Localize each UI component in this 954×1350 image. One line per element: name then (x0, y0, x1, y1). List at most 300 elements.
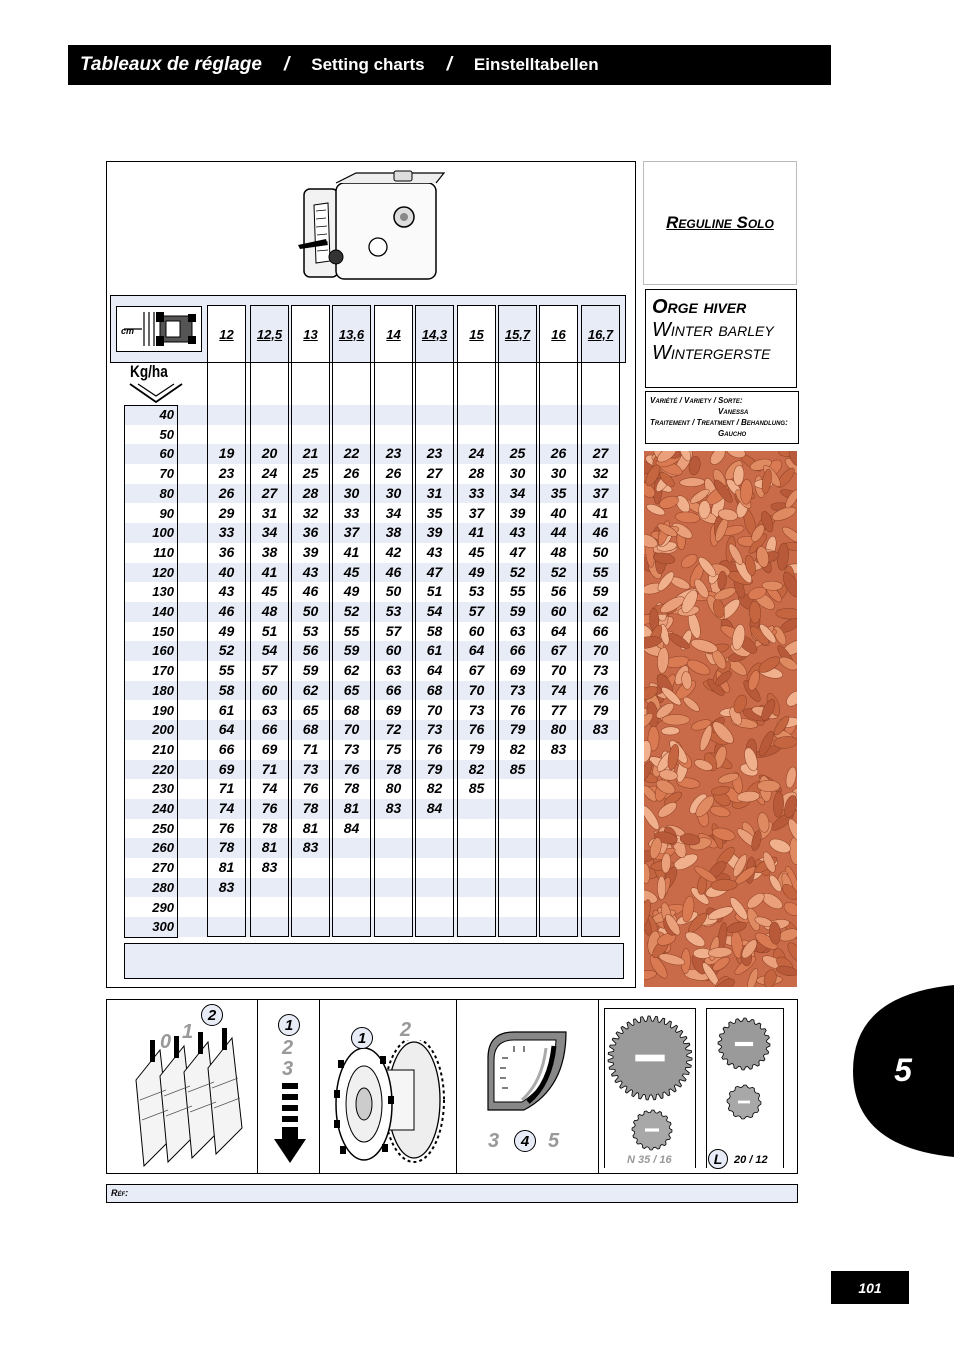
grain (784, 766, 797, 789)
table-cell: 78 (343, 780, 360, 797)
rate-value: 50 (159, 426, 174, 442)
table-cell: 60 (261, 681, 278, 698)
table-cell: 55 (218, 662, 235, 679)
grain (707, 451, 728, 467)
machine-name-panel (643, 161, 797, 285)
grain (709, 804, 731, 818)
rate-value: 180 (152, 682, 174, 698)
gear-position-3: 3 (282, 1058, 294, 1080)
dial-position-5: 5 (548, 1130, 560, 1152)
table-cell: 36 (218, 543, 235, 560)
table-cell: 71 (261, 760, 278, 777)
table-cell: 25 (509, 445, 526, 462)
column-header-divider (250, 362, 289, 363)
table-cell: 76 (592, 681, 609, 698)
table-cell: 71 (218, 780, 235, 797)
table-cell: 83 (302, 839, 319, 856)
table-cell: 23 (385, 445, 402, 462)
column-header: 12 (207, 305, 246, 362)
table-cell: 63 (385, 662, 402, 679)
column-header: 13,6 (332, 305, 371, 362)
rate-value: 100 (152, 525, 174, 541)
table-cell: 81 (218, 859, 235, 876)
rate-value: 190 (152, 702, 174, 718)
table-cell: 78 (385, 760, 402, 777)
column-header-divider (332, 362, 371, 363)
table-cell: 64 (468, 642, 485, 659)
table-cell: 76 (509, 701, 526, 718)
table-cell: 61 (218, 701, 235, 718)
grain (683, 929, 707, 949)
table-cell: 83 (218, 878, 235, 895)
table-cell: 34 (509, 484, 526, 501)
rate-value: 240 (152, 801, 174, 816)
table-cell: 84 (426, 800, 443, 816)
grain (761, 468, 773, 494)
table-cell: 28 (468, 465, 485, 482)
table-cell: 55 (592, 563, 609, 580)
table-cell: 63 (261, 701, 278, 718)
table-cell: 58 (426, 622, 443, 639)
table-cell: 37 (468, 504, 485, 521)
adjustment-dial-illustration (484, 1028, 568, 1112)
variety-value: Vanessa (718, 407, 749, 416)
table-cell: 47 (426, 563, 443, 580)
grain (657, 876, 665, 900)
wheel-position-selected: 1 (351, 1027, 373, 1049)
table-cell: 78 (302, 800, 319, 816)
table-cell: 50 (385, 583, 402, 600)
dial-position-selected: 4 (514, 1130, 536, 1152)
grain (776, 608, 797, 620)
barley-grains-photo (644, 451, 797, 987)
table-cell: 29 (218, 504, 235, 521)
table-cell: 70 (592, 642, 609, 659)
table-cell: 32 (592, 465, 609, 482)
rate-value: 70 (159, 466, 174, 482)
table-cell: 52 (218, 642, 235, 659)
table-cell: 47 (509, 543, 526, 560)
title-en: Setting charts (311, 55, 425, 74)
table-cell: 76 (426, 740, 443, 757)
table-cell: 79 (426, 760, 443, 777)
table-cell: 46 (218, 603, 235, 619)
table-cell: 83 (592, 721, 609, 738)
table-cell: 59 (509, 603, 526, 619)
rate-value: 140 (152, 604, 174, 619)
down-arrow-icon (128, 382, 184, 404)
treatment-label: Traitement / Treatment / Behandlung: (650, 418, 788, 427)
table-cell: 54 (261, 642, 278, 659)
table-cell: 23 (218, 465, 235, 482)
table-cell: 32 (302, 504, 319, 521)
table-cell: 83 (261, 859, 278, 876)
table-cell: 35 (426, 504, 443, 521)
table-cell: 43 (426, 543, 443, 560)
table-cell: 34 (385, 504, 402, 521)
table-cell: 60 (550, 603, 567, 619)
table-cell: 82 (468, 760, 485, 777)
table-cell: 31 (426, 484, 443, 501)
column-header: 14,3 (415, 305, 454, 362)
table-cell: 46 (385, 563, 402, 580)
table-cell: 64 (218, 721, 235, 738)
table-cell: 24 (468, 445, 485, 462)
column-header-divider (374, 362, 413, 363)
grain (789, 837, 797, 865)
table-cell: 50 (592, 543, 609, 560)
rate-value: 90 (159, 505, 174, 521)
column-header-divider (581, 362, 620, 363)
table-cell: 70 (550, 662, 567, 679)
table-cell: 30 (550, 465, 567, 482)
table-cell: 41 (343, 543, 360, 560)
table-cell: 35 (550, 484, 567, 501)
table-cell: 52 (343, 603, 360, 619)
table-cell: 62 (592, 603, 609, 619)
drive-wheel-illustration (328, 1040, 452, 1168)
table-cell: 81 (302, 819, 319, 836)
table-cell: 66 (261, 721, 278, 738)
grain (680, 477, 705, 487)
table-cell: 39 (426, 524, 443, 541)
rate-value: 260 (152, 840, 174, 856)
table-cell: 73 (343, 740, 360, 757)
table-cell: 85 (468, 780, 485, 797)
column-header-divider (498, 362, 537, 363)
grain (762, 968, 778, 987)
table-cell: 27 (426, 465, 443, 482)
grain (768, 836, 793, 855)
crop-fr: Orge hiver (652, 296, 747, 318)
column-header: 13 (291, 305, 330, 362)
column-header-divider (415, 362, 454, 363)
table-cell: 70 (343, 721, 360, 738)
table-cell: 26 (343, 465, 360, 482)
reference-bar (106, 1184, 798, 1203)
rate-value: 40 (159, 407, 174, 422)
column-header-divider (207, 362, 246, 363)
table-cell: 33 (468, 484, 485, 501)
table-cell: 39 (302, 543, 319, 560)
grain (782, 900, 797, 919)
row-spacing-icon (116, 306, 202, 352)
table-cell: 59 (343, 642, 360, 659)
table-cell: 66 (592, 622, 609, 639)
column-header-divider (539, 362, 578, 363)
table-cell: 50 (302, 603, 319, 619)
table-cell: 70 (426, 701, 443, 718)
rate-value: 290 (152, 899, 174, 915)
table-cell: 41 (261, 563, 278, 580)
rate-value: 150 (152, 623, 174, 639)
table-cell: 81 (261, 839, 278, 856)
table-cell: 55 (343, 622, 360, 639)
table-cell: 20 (261, 445, 278, 462)
rate-value: 200 (152, 722, 174, 738)
rate-value: 270 (152, 860, 174, 876)
table-cell: 42 (385, 543, 402, 560)
table-cell: 75 (385, 740, 402, 757)
rate-value: 110 (153, 544, 174, 560)
table-cell: 69 (509, 662, 526, 679)
table-cell: 85 (509, 760, 526, 777)
rate-value: 60 (159, 446, 174, 462)
grain (662, 715, 689, 726)
grain (644, 863, 650, 883)
table-cell: 76 (261, 800, 278, 816)
rate-value: 170 (152, 663, 174, 679)
cm-label: cm (121, 326, 135, 336)
table-cell: 68 (426, 681, 443, 698)
table-cell: 22 (343, 445, 360, 462)
table-cell: 82 (426, 780, 443, 797)
rate-value: 210 (152, 741, 174, 757)
table-cell: 65 (343, 681, 360, 698)
table-cell: 67 (468, 662, 485, 679)
lever-position-0: 0 (160, 1031, 172, 1053)
table-cell: 70 (468, 681, 485, 698)
table-cell: 79 (468, 740, 485, 757)
grain (759, 890, 785, 912)
table-cell: 57 (468, 603, 485, 619)
table-footer-bar (124, 943, 624, 979)
column-header: 15 (457, 305, 496, 362)
table-cell: 52 (550, 563, 567, 580)
table-cell: 19 (218, 445, 235, 462)
table-cell: 80 (550, 721, 567, 738)
gear-position-2: 2 (282, 1037, 294, 1059)
table-cell: 59 (592, 583, 609, 600)
machine-name: Reguline Solo (666, 213, 774, 232)
table-cell: 49 (343, 583, 360, 600)
table-cell: 49 (218, 622, 235, 639)
rate-value: 120 (152, 564, 174, 580)
rate-value: 230 (152, 781, 174, 797)
table-cell: 23 (426, 445, 443, 462)
table-cell: 46 (302, 583, 319, 600)
grain (757, 780, 780, 792)
table-cell: 31 (261, 504, 278, 521)
table-cell: 53 (468, 583, 485, 600)
down-arrow-icon (272, 1083, 308, 1165)
table-cell: 68 (343, 701, 360, 718)
table-cell: 82 (509, 740, 526, 757)
table-cell: 40 (218, 563, 235, 580)
table-cell: 54 (426, 603, 443, 619)
table-cell: 52 (509, 563, 526, 580)
table-cell: 36 (302, 524, 319, 541)
title-separator-2: / (446, 54, 452, 75)
table-cell: 64 (426, 662, 443, 679)
table-cell: 34 (261, 524, 278, 541)
lever-position-1: 1 (182, 1021, 194, 1043)
column-header: 15,7 (498, 305, 537, 362)
table-cell: 30 (385, 484, 402, 501)
table-cell: 84 (343, 819, 360, 836)
gear-position-selected: 1 (278, 1014, 300, 1036)
table-cell: 63 (509, 622, 526, 639)
table-cell: 26 (385, 465, 402, 482)
table-cell: 74 (218, 800, 235, 816)
table-cell: 69 (261, 740, 278, 757)
grain (784, 688, 797, 709)
table-cell: 53 (302, 622, 319, 639)
reference-label: Réf: (111, 1188, 129, 1198)
table-cell: 21 (302, 445, 319, 462)
table-cell: 66 (385, 681, 402, 698)
table-cell: 45 (468, 543, 485, 560)
table-cell: 25 (302, 465, 319, 482)
table-cell: 37 (592, 484, 609, 501)
strip-divider (257, 999, 258, 1174)
table-cell: 30 (343, 484, 360, 501)
table-cell: 38 (261, 543, 278, 560)
table-cell: 45 (261, 583, 278, 600)
table-cell: 62 (343, 662, 360, 679)
table-cell: 69 (218, 760, 235, 777)
table-cell: 58 (218, 681, 235, 698)
table-cell: 78 (218, 839, 235, 856)
table-cell: 48 (261, 603, 278, 619)
table-cell: 57 (385, 622, 402, 639)
table-cell: 49 (468, 563, 485, 580)
table-cell: 66 (509, 642, 526, 659)
unit-label: Kg/ha (130, 362, 168, 381)
table-cell: 56 (302, 642, 319, 659)
table-cell: 61 (426, 642, 443, 659)
table-cell: 71 (302, 740, 319, 757)
wheel-position-2: 2 (400, 1019, 412, 1041)
table-cell: 69 (385, 701, 402, 718)
title-fr: Tableaux de réglage (80, 54, 262, 75)
table-cell: 33 (218, 524, 235, 541)
table-cell: 45 (343, 563, 360, 580)
table-cell: 76 (343, 760, 360, 777)
table-cell: 41 (592, 504, 609, 521)
table-cell: 53 (385, 603, 402, 619)
table-cell: 33 (343, 504, 360, 521)
table-cell: 37 (343, 524, 360, 541)
table-cell: 73 (426, 721, 443, 738)
table-cell: 40 (550, 504, 567, 521)
table-cell: 60 (468, 622, 485, 639)
table-cell: 39 (509, 504, 526, 521)
table-cell: 55 (509, 583, 526, 600)
table-cell: 68 (302, 721, 319, 738)
strip-divider (598, 999, 599, 1174)
table-cell: 64 (550, 622, 567, 639)
page-number: 101 (831, 1271, 909, 1304)
table-cell: 79 (592, 701, 609, 718)
table-cell: 79 (509, 721, 526, 738)
gear-l-illustration (708, 1012, 782, 1138)
table-cell: 76 (218, 819, 235, 836)
table-cell: 62 (302, 681, 319, 698)
rate-value: 280 (152, 879, 174, 895)
table-cell: 41 (468, 524, 485, 541)
table-cell: 73 (302, 760, 319, 777)
seed-metering-unit-illustration (296, 169, 446, 287)
table-cell: 56 (550, 583, 567, 600)
strip-divider (456, 999, 457, 1174)
table-cell: 24 (261, 465, 278, 482)
table-cell: 26 (218, 484, 235, 501)
dial-position-3: 3 (488, 1130, 500, 1152)
rate-value: 220 (152, 761, 174, 777)
table-cell: 48 (550, 543, 567, 560)
crop-de: Wintergerste (652, 342, 771, 364)
grain (661, 726, 680, 735)
column-header: 16,7 (581, 305, 620, 362)
table-cell: 60 (385, 642, 402, 659)
treatment-value: Gaucho (718, 429, 747, 438)
table-cell: 74 (550, 681, 567, 698)
column-header: 12,5 (250, 305, 289, 362)
rate-value: 250 (152, 820, 174, 836)
table-cell: 44 (550, 524, 567, 541)
table-cell: 28 (302, 484, 319, 501)
table-cell: 46 (592, 524, 609, 541)
grain (675, 511, 700, 524)
rate-value: 80 (159, 485, 174, 501)
grain (745, 967, 760, 987)
grain (773, 791, 785, 817)
column-header-divider (291, 362, 330, 363)
column-header: 16 (539, 305, 578, 362)
page-header (68, 45, 831, 85)
gear-n-label: N 35 / 16 (627, 1154, 672, 1166)
table-cell: 38 (385, 524, 402, 541)
column-header: 14 (374, 305, 413, 362)
table-cell: 65 (302, 701, 319, 718)
table-cell: 67 (550, 642, 567, 659)
strip-divider (319, 999, 320, 1174)
table-cell: 73 (509, 681, 526, 698)
table-cell: 26 (550, 445, 567, 462)
table-cell: 83 (550, 740, 567, 757)
table-cell: 43 (218, 583, 235, 600)
table-cell: 72 (385, 721, 402, 738)
table-cell: 43 (509, 524, 526, 541)
gear-l-letter: L (708, 1149, 728, 1169)
column-header-divider (457, 362, 496, 363)
table-cell: 76 (468, 721, 485, 738)
variety-panel (645, 391, 799, 444)
table-cell: 73 (592, 662, 609, 679)
rate-value: 300 (152, 919, 174, 935)
rate-value: 160 (152, 643, 174, 659)
table-cell: 78 (261, 819, 278, 836)
lever-position-selected: 2 (201, 1004, 223, 1026)
section-tab (853, 985, 954, 1157)
table-cell: 73 (468, 701, 485, 718)
title-separator: / (283, 54, 290, 75)
table-cell: 59 (302, 662, 319, 679)
table-cell: 76 (302, 780, 319, 797)
table-cell: 51 (426, 583, 443, 600)
grain (644, 803, 662, 831)
section-number: 5 (894, 1052, 912, 1088)
table-cell: 30 (509, 465, 526, 482)
gear-n-illustration (606, 1012, 694, 1152)
table-cell: 77 (550, 701, 567, 718)
title-de: Einstelltabellen (473, 55, 599, 74)
table-cell: 66 (218, 740, 235, 757)
table-cell: 81 (343, 800, 360, 816)
variety-label: Variété / Variety / Sorte: (650, 396, 743, 405)
table-cell: 74 (261, 780, 278, 797)
